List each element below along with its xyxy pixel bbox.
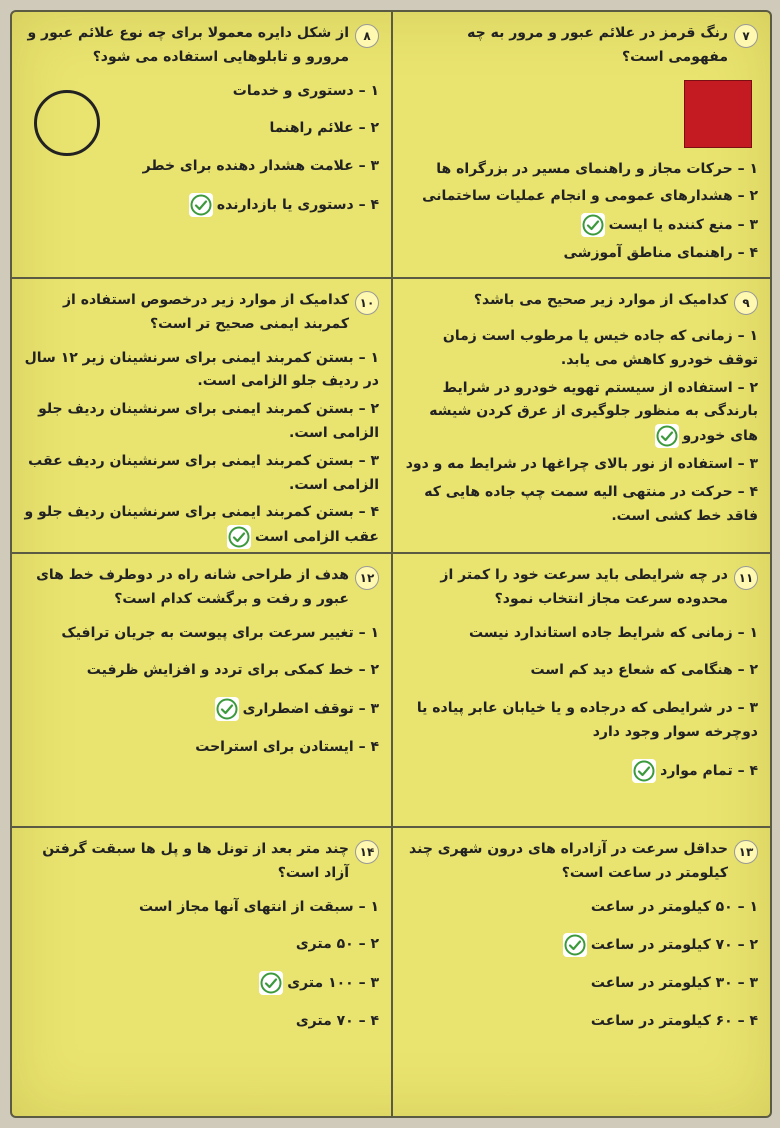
question-number: ۱۱ [734,566,758,590]
question-number: ۱۲ [355,566,379,590]
question-9 [391,279,770,554]
answer-option [405,453,758,477]
answer-option-label: ۴ – ۶۰ کیلومتر در ساعت [590,1012,758,1029]
answer-option-label: ۲ – هشدارهای عمومی و انجام عملیات ساختمانی [422,188,758,205]
answer-option [405,896,758,920]
answer-option [24,933,379,957]
circled-check-icon [189,193,213,217]
question-text: هدف از طراحی شانه راه در دوطرف خط های عبور و رفت و برگشت کدام است؟ [36,567,349,607]
answer-option [24,450,379,498]
answer-option-label: ۱ – تغییر سرعت برای پیوست به جریان ترافیک [61,624,379,641]
question-text: از شکل دایره معمولا برای چه نوع علائم عبور و مرورو و تابلوهایی استفاده می شود؟ [27,25,349,65]
question-text: در چه شرایطی باید سرعت خود را کمتر از محدوده سرعت مجاز انتخاب نمود؟ [440,567,728,607]
answer-option-label: ۳ – ۱۰۰ متری [287,975,379,992]
answer-option-label: ۳ – توقف اضطراری [242,701,379,718]
answer-option [405,1010,758,1034]
answer-option [405,213,758,238]
answer-option [24,347,379,395]
answer-option [405,697,758,745]
answer-option [24,1010,379,1034]
question-text: حداقل سرعت در آزادراه های درون شهری چند کیلومتر در ساعت است؟ [409,841,728,881]
answer-option [24,155,379,179]
answer-option-label: ۱ – سبقت از انتهای آنها مجاز است [138,898,379,915]
answer-option [405,933,758,958]
circled-check-icon [259,971,283,995]
answer-option [24,398,379,446]
answer-option [24,896,379,920]
options [405,325,758,528]
answer-option [24,971,379,996]
question-7 [391,12,770,279]
answer-option-label: ۳ – منع کننده یا ایست [608,217,758,234]
options [405,158,758,266]
options [24,622,379,760]
question-8 [12,12,391,279]
question-10 [12,279,391,554]
answer-option-label: ۱ – حرکات مجاز و راهنمای مسیر در بزرگراه ها [436,160,758,177]
answer-option-label: ۴ – بستن کمربند ایمنی برای سرنشینان ردیف جلو و عقب الزامی است [24,504,379,546]
circled-check-icon [581,213,605,237]
question-text: کدامیک از موارد زیر درخصوص استفاده از کمربند ایمنی صحیح تر است؟ [62,292,349,332]
answer-option-label: ۴ – ۷۰ متری [295,1012,379,1029]
answer-option-label: ۲ – بستن کمربند ایمنی برای سرنشینان ردیف جلو الزامی است. [38,401,379,441]
circled-check-icon [632,759,656,783]
answer-option [24,622,379,646]
question-number: ۸ [355,24,379,48]
question-grid [12,12,770,1116]
answer-option-label: ۱ – دستوری و خدمات [232,82,379,99]
question-11 [391,554,770,828]
answer-option [405,759,758,784]
options [405,896,758,1034]
question-text: رنگ قرمز در علائم عبور و مرور به چه مفهومی است؟ [467,25,728,65]
question-text: چند متر بعد از تونل ها و پل ها سبقت گرفتن آزاد است؟ [42,841,349,881]
answer-option [405,325,758,373]
question-13 [391,828,770,1116]
question-number: ۹ [734,291,758,315]
answer-option [405,972,758,996]
answer-option-label: ۲ – هنگامی که شعاع دید کم است [530,662,758,679]
options [24,896,379,1034]
answer-option [24,117,379,141]
answer-option-label: ۲ – ۷۰ کیلومتر در ساعت [590,937,758,954]
answer-option [24,80,379,104]
answer-option-label: ۲ – خط کمکی برای تردد و افزایش ظرفیت [86,662,379,679]
answer-option-label: ۴ – حرکت در منتهی الیه سمت چپ جاده هایی که فاقد خط کشی است. [424,483,758,524]
circled-check-icon [227,525,251,549]
answer-option-label: ۳ – در شرایطی که درجاده و یا خیابان عابر پیاده یا دوچرخه سوار وجود دارد [416,700,758,740]
circled-check-icon [655,424,679,448]
answer-option-label: ۱ – زمانی که جاده خیس یا مرطوب است زمان توقف خودرو کاهش می یابد. [442,328,758,368]
answer-option-label: ۴ – راهنمای مناطق آموزشی [563,244,758,261]
options [405,622,758,784]
question-14 [12,828,391,1116]
answer-option-label: ۱ – بستن کمربند ایمنی برای سرنشینان زیر ۱۲ سال در ردیف جلو الزامی است. [24,349,379,390]
answer-option [405,622,758,646]
answer-option-label: ۴ – تمام موارد [660,762,758,779]
answer-option [405,158,758,182]
answer-option [405,659,758,683]
question-number: ۷ [734,24,758,48]
question-sheet [10,10,772,1118]
answer-option-label: ۳ – استفاده از نور بالای چراغها در شرایط مه و دود [405,455,758,472]
answer-option [24,659,379,683]
question-12 [12,554,391,828]
answer-option-label: ۳ – بستن کمربند ایمنی برای سرنشینان ردیف عقب الزامی است. [28,452,379,493]
red-square-sign [684,80,752,148]
options [24,347,379,550]
question-number: ۱۳ [734,840,758,864]
answer-option-label: ۱ – ۵۰ کیلومتر در ساعت [590,898,758,915]
answer-option [24,697,379,722]
answer-option [405,377,758,449]
answer-option-label: ۳ – علامت هشدار دهنده برای خطر [142,158,379,175]
question-number: ۱۴ [355,840,379,864]
answer-option-label: ۳ – ۳۰ کیلومتر در ساعت [590,975,758,992]
circled-check-icon [215,697,239,721]
answer-option-label: ۱ – زمانی که شرایط جاده استاندارد نیست [469,624,758,641]
answer-option [405,242,758,266]
circled-check-icon [563,933,587,957]
question-text: کدامیک از موارد زیر صحیح می باشد؟ [473,292,728,308]
answer-option [24,193,379,218]
answer-option-label: ۲ – استفاده از سیستم تهویه خودرو در شرایط بارندگی به منظور جلوگیری از عرق کردن شیشه های خودرو [429,379,758,445]
answer-option [24,736,379,760]
answer-option-label: ۲ – ۵۰ متری [295,936,379,953]
answer-option [405,481,758,529]
question-number: ۱۰ [355,291,379,315]
answer-option-label: ۲ – علائم راهنما [269,120,379,137]
answer-option [405,185,758,209]
answer-option [24,501,379,550]
answer-option-label: ۴ – ایستادن برای استراحت [195,738,379,755]
answer-option-label: ۴ – دستوری یا بازدارنده [216,196,379,213]
